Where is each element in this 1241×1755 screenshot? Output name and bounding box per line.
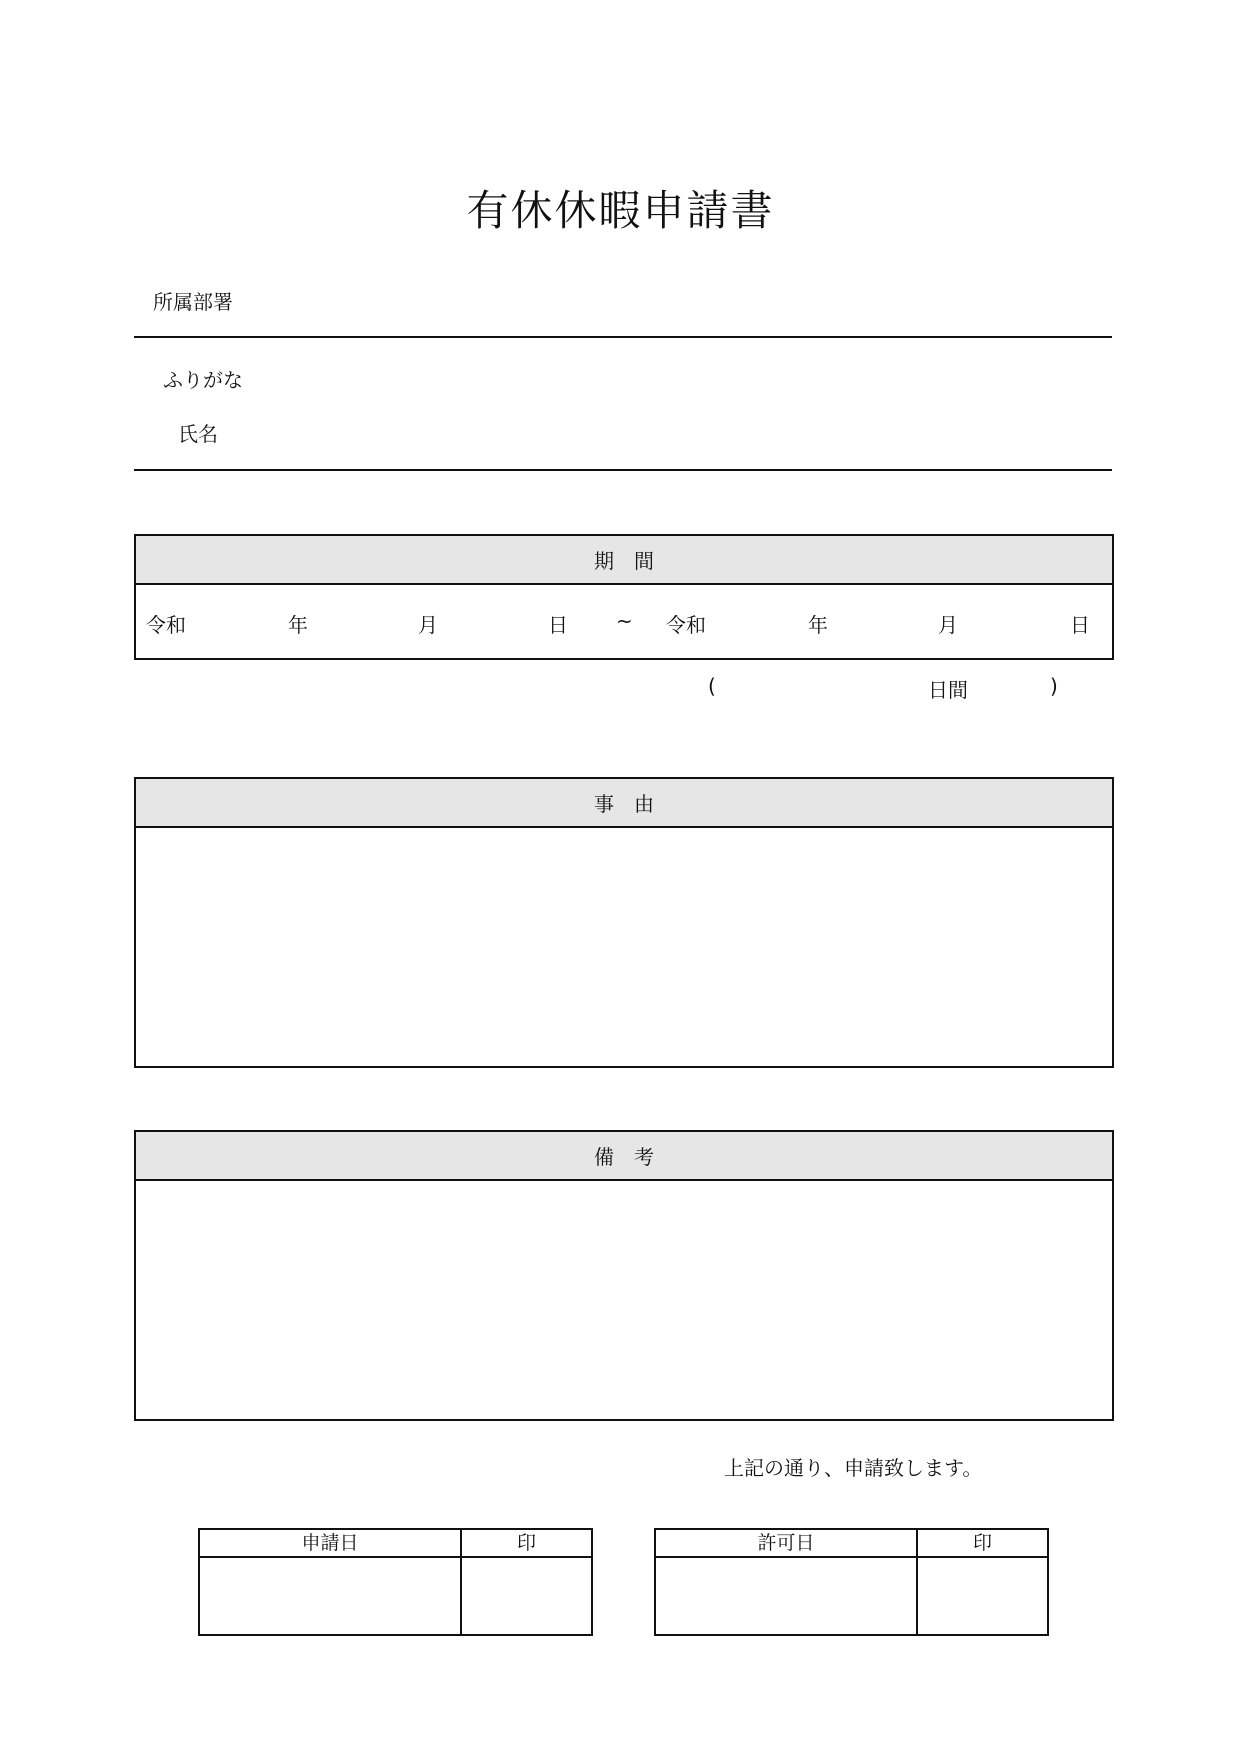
approval-signature-table bbox=[654, 1528, 1049, 1636]
period-era-end: 令和 bbox=[666, 613, 706, 637]
period-tilde: ~ bbox=[616, 609, 633, 633]
application-signature-table bbox=[198, 1528, 593, 1636]
department-line bbox=[134, 336, 1112, 338]
period-header: 期 間 bbox=[136, 536, 1112, 585]
approval-date-header: 許可日 bbox=[757, 1532, 815, 1554]
reason-header: 事 由 bbox=[136, 779, 1112, 828]
period-month-end: 月 bbox=[938, 613, 958, 637]
days-label: 日間 bbox=[928, 678, 968, 702]
application-date-header: 申請日 bbox=[301, 1532, 359, 1554]
period-era-start: 令和 bbox=[146, 613, 186, 637]
period-day-end: 日 bbox=[1070, 613, 1090, 637]
application-seal-header: 印 bbox=[516, 1532, 536, 1554]
statement-text: 上記の通り、申請致します。 bbox=[724, 1456, 983, 1480]
remarks-box bbox=[134, 1130, 1114, 1421]
remarks-header: 備 考 bbox=[136, 1132, 1112, 1181]
page-title: 有休休暇申請書 bbox=[466, 186, 775, 235]
period-month-start: 月 bbox=[418, 613, 438, 637]
furigana-label: ふりがな bbox=[163, 368, 243, 392]
days-paren-open: ( bbox=[708, 674, 716, 698]
period-row bbox=[136, 585, 1112, 658]
department-label: 所属部署 bbox=[153, 290, 233, 314]
reason-box bbox=[134, 777, 1114, 1068]
days-paren-close: ) bbox=[1050, 674, 1058, 698]
period-year-start: 年 bbox=[288, 613, 308, 637]
name-label: 氏名 bbox=[178, 422, 218, 446]
period-day-start: 日 bbox=[548, 613, 568, 637]
name-line bbox=[134, 469, 1112, 471]
approval-seal-header: 印 bbox=[972, 1532, 992, 1554]
period-box bbox=[134, 534, 1114, 660]
period-year-end: 年 bbox=[808, 613, 828, 637]
